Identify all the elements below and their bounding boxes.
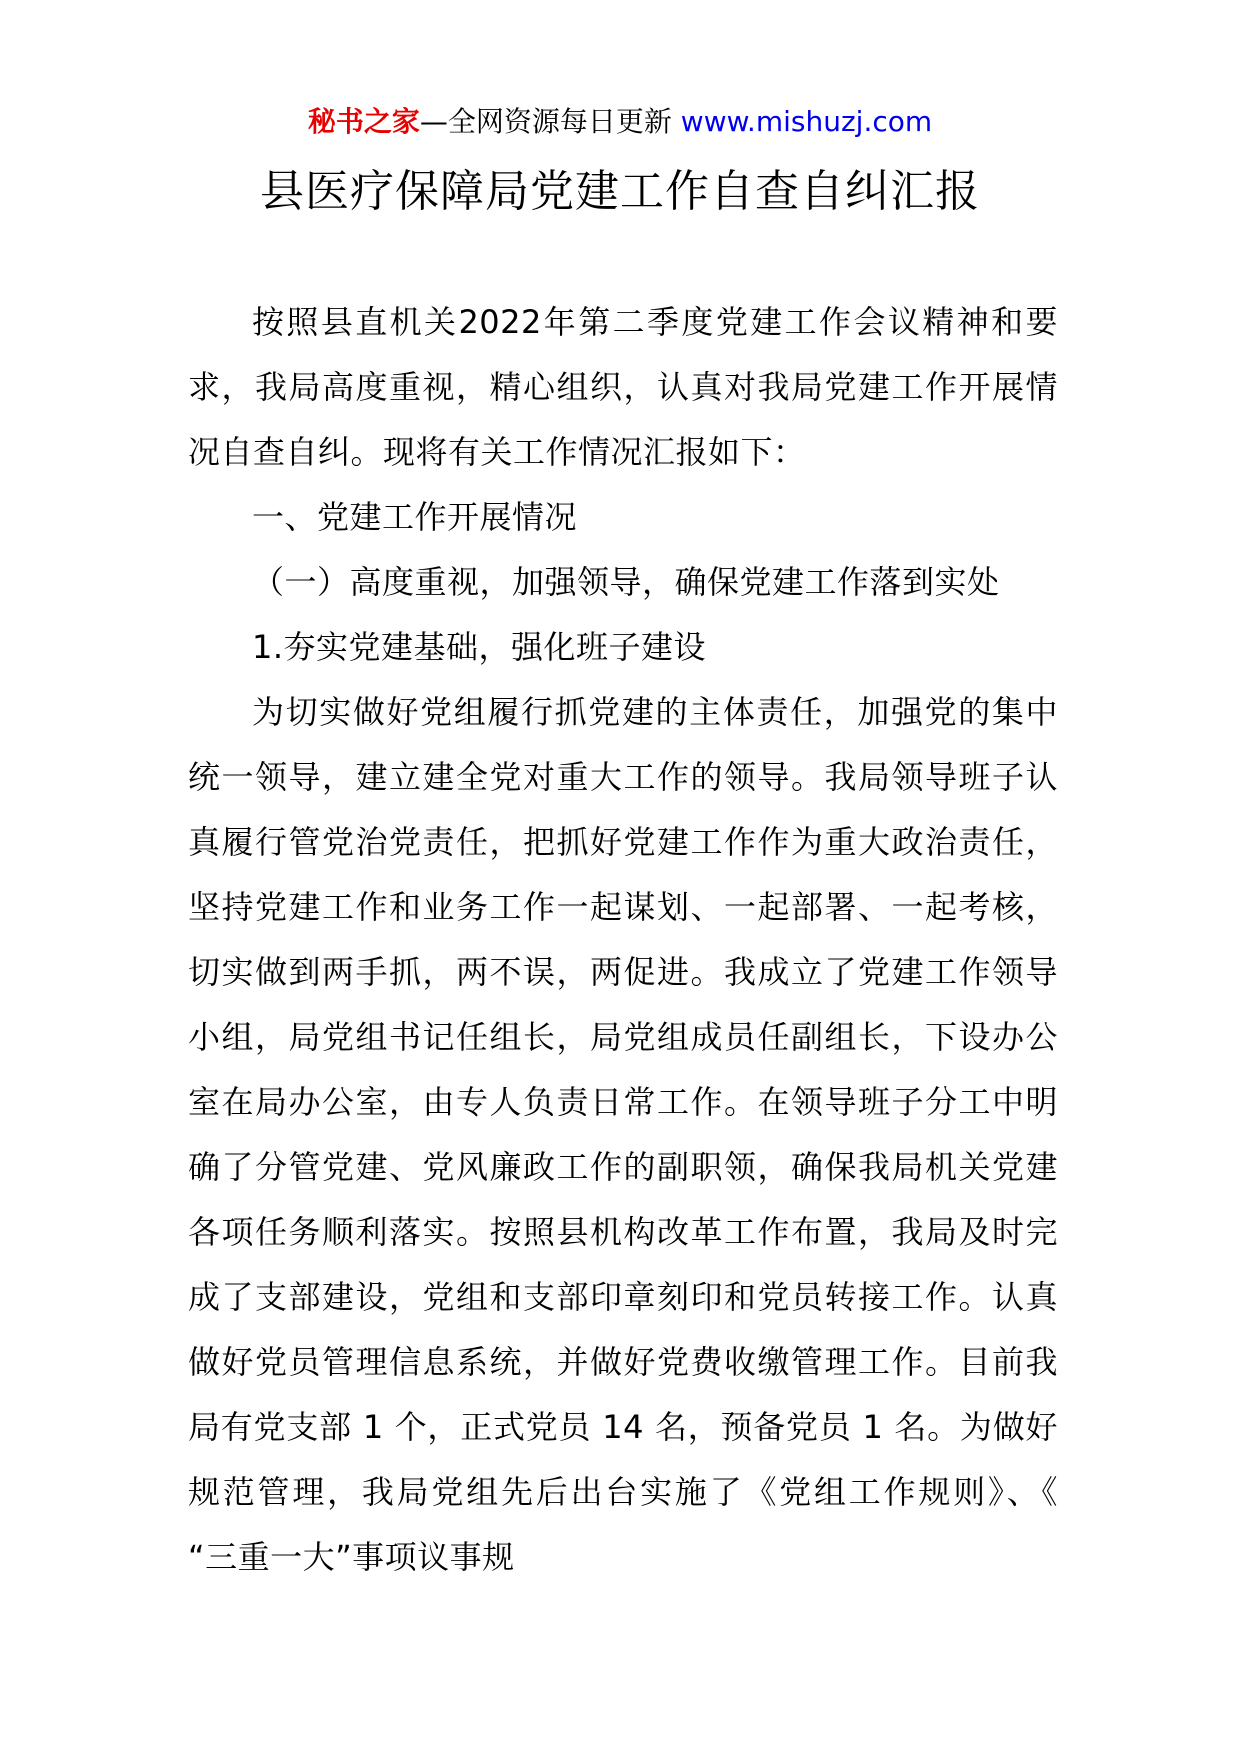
site-header <box>0 100 1240 144</box>
brand-name: 秘书之家 <box>307 105 420 138</box>
intro-paragraph: 按照县直机关2022年第二季度党建工作会议精神和要求，我局高度重视，精心组织，认真对我局党建工作开展情况自查自纠。现将有关工作情况汇报如下： <box>188 303 1058 471</box>
header-slogan: —全网资源每日更新 <box>419 105 672 138</box>
item-heading: 1.夯实党建基础，强化班子建设 <box>252 628 707 666</box>
site-url-link[interactable]: www.mishuzj.com <box>680 105 933 138</box>
document-body <box>188 290 1058 1590</box>
document-title: 县医疗保障局党建工作自查自纠汇报 <box>260 166 980 217</box>
subsection-heading: （一）高度重视，加强领导，确保党建工作落到实处 <box>252 563 1000 601</box>
body-paragraph: 为切实做好党组履行抓党建的主体责任，加强党的集中统一领导，建立建全党对重大工作的领导。我局领导班子认真履行管党治党责任，把抓好党建工作作为重大政治责任，坚持党建工作和业务工作一起谋划、一起部署、一起考核，切实做到两手抓，两不误，两促进。我成立了党建工作领导小组，局党组书记任组长，局党组成员任副组长，下设办公室在局办公室，由专人负责日常工作。在领导班子分工中明确了分管党建、党风廉政工作的副职领，确保我局机关党建各项任务顺利落实。按照县机构改革工作布置，我局及时完成了支部建设，党组和支部印章刻印和党员转接工作。认真做好党员管理信息系统，并做好党费收缴管理工作。目前我局有党支部 1 个，正式党员 14 名，预备党员 1 名。为做好规范管理，我局党组先后出台实施了《党组工作规则》、《 “三重一大”事项议事规 <box>188 693 1058 1576</box>
section-heading: 一、党建工作开展情况 <box>252 498 578 536</box>
